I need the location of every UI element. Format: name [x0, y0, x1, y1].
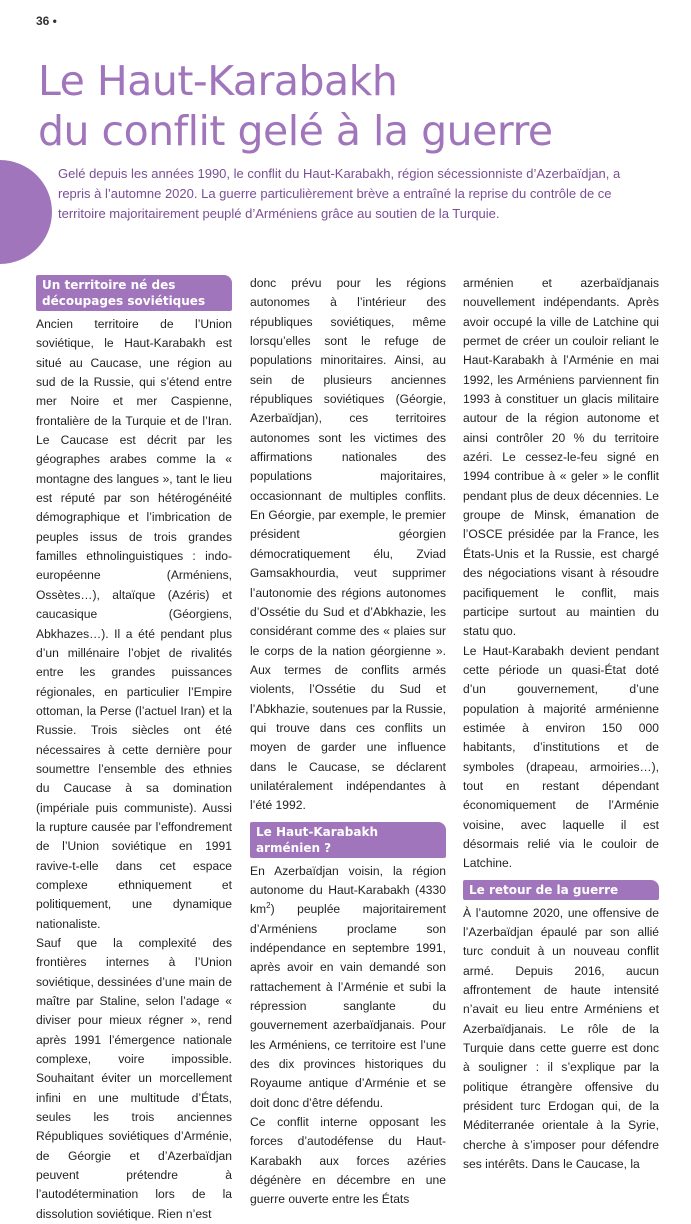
paragraph-part: En Azerbaïdjan voisin, la région autonome du Haut-Karabakh (4330 km: [250, 863, 446, 917]
column-3: [463, 274, 659, 1174]
paragraph: Le Haut-Karabakh devient pendant cette période un quasi-État doté d’un gouvernement, d’une population à majorité arménienne estimée à environ 150 000 habitants, d’institutions et de symboles (drapeau, armoiries…), tout en restant dépendant économiquement de l’Arménie voisine, avec laquelle il est désormais relié via le couloir de Latchine.: [463, 643, 659, 871]
superscript: 2: [266, 901, 271, 911]
column-1: [36, 272, 232, 1224]
paragraph: donc prévu pour les régions autonomes à l’intérieur des républiques soviétiques, même lorsqu’elles sont le refuge de populations minoritaires. Ainsi, au sein de plusieurs anciennes républiques soviétiques (Géorgie, Azerbaïdjan), ces territoires autonomes sont les victimes des affirmations nationales des populations majoritaires, occasionnant de multiples conflits. En Géorgie, par exemple, le premier président géorgien démocratiquement élu, Zviad Gamsakhourdia, veut supprimer l’autonomie des régions autonomes d’Ossétie du Sud et d’Abkhazie, les considérant comme des « plaies sur le corps de la nation géorgienne ». Aux termes de conflits armés violents, l’Ossétie du Sud et l’Abkhazie, soutenues par la Russie, qui trouve dans ces conflits un moyen de garder une influence dans le Caucase, se déclarent unilatéralement indépendantes à l’été 1992.: [250, 276, 446, 813]
paragraph: Sauf que la complexité des frontières internes à l’Union soviétique, dessinées d’une main de maître par Staline, selon l’adage « diviser pour mieux régner », rend après 1991 l’émergence nationale complexe, voire impossible. Souhaitant éviter un morcellement infini en une multitude d’États, seules les trois anciennes Républiques soviétiques d’Arménie, de Géorgie et d’Azerbaïdjan peuvent prétendre à l’autodétermination lors de la dissolution soviétique. Rien n’est: [36, 936, 232, 1221]
paragraph: arménien et azerbaïdjanais nouvellement indépendants. Après avoir occupé la ville de Latchine qui permet de créer un couloir reliant le Haut-Karabakh à l’Arménie en mai 1992, les Arméniens parviennent fin 1993 à constituer un glacis militaire autour de la région autonome et ainsi contrôler 20 % du territoire azéri. Le cessez-le-feu signé en 1994 contribue à « geler » le conflit pendant plus de deux décennies. Le groupe de Minsk, émanation de l’OSCE présidée par la France, les États-Unis et la Russie, est chargé des négociations visant à résoudre pacifiquement le conflit, mais participe surtout au maintien du statu quo.: [463, 276, 659, 639]
section-heading-retour-guerre: Le retour de la guerre: [463, 880, 659, 900]
paragraph: À l’automne 2020, une offensive de l’Azerbaïdjan épaulé par son allié turc conduit à un nouveau conflit armé. Depuis 2016, aucun affrontement de haute intensité n’avait eu lieu entre Arméniens et Azerbaïdjanais. Le rôle de la Turquie dans cette guerre est donc à souligner : il s’explique par la politique étrangère offensive du président turc Erdogan qui, de la Méditerranée orientale à la Syrie, cherche à s’imposer pour défendre ses intérêts. Dans le Caucase, la: [463, 905, 659, 1172]
page-title: [38, 56, 553, 156]
intro-paragraph: Gelé depuis les années 1990, le conflit du Haut-Karabakh, région sécessionniste d’Azerbaïdjan, a repris à l’automne 2020. La guerre particulièrement brève a entraîné la reprise du contrôle de ce territoire majoritairement peuplé d’Arméniens grâce au soutien de la Turquie.: [58, 166, 621, 221]
paragraph: Ce conflit interne opposant les forces d’autodéfense du Haut-Karabakh aux forces azéries dégénère en décembre en une guerre ouverte entre les États: [250, 1115, 446, 1207]
paragraph: [250, 862, 446, 1113]
paragraph-part: ) peuplée majoritairement d’Arméniens proclame son indépendance en septembre 1991, après avoir en vain demandé son rattachement à l’Arménie et subi la répression sanglante du gouvernement azerbaïdjanais. Pour les Arméniens, ce territoire est l’une des dix provinces historiques du Royaume antique d’Arménie et se doit donc d’être défendu.: [250, 902, 446, 1110]
title-line-1: Le Haut-Karabakh: [38, 57, 398, 105]
section-heading-karabakh-armenien: Le Haut-Karabakh arménien ?: [250, 822, 446, 858]
section-heading-territoire: Un territoire né des découpages soviétiques: [36, 275, 232, 311]
paragraph: Ancien territoire de l’Union soviétique, le Haut-Karabakh est situé au Caucase, une région au sud de la Russie, qui s’étend entre mer Noire et mer Caspienne, frontalière de la Turquie et de l’Iran. Le Caucase est décrit par les géographes arabes comme la « montagne des langues », tant le lieu est réputé par son hétérogénéité démographique et l’imbrication de peuples issus de trois grandes familles ethnolinguistiques : indo-européenne (Arméniens, Ossètes…), altaïque (Azéris) et caucasique (Géorgiens, Abkhazes…). Il a été pendant plus d’un millénaire l’objet de rivalités entre les grandes puissances régionales, en particulier l’Empire ottoman, la Perse (l’actuel Iran) et la Russie. Trois siècles ont été nécessaires à cette dernière pour soumettre l’ensemble des ethnies du Caucase à sa domination (impériale puis communiste). Aussi la rupture causée par l’effondrement de l’Union soviétique en 1991 ravive-t-elle dans cet espace complexe ethniquement et politiquement, une dynamique nationaliste.: [36, 317, 232, 931]
title-line-2: du conflit gelé à la guerre: [38, 107, 553, 155]
column-2: [250, 274, 446, 1210]
decorative-half-circle: [0, 160, 52, 264]
page-number: 36 •: [36, 14, 57, 28]
